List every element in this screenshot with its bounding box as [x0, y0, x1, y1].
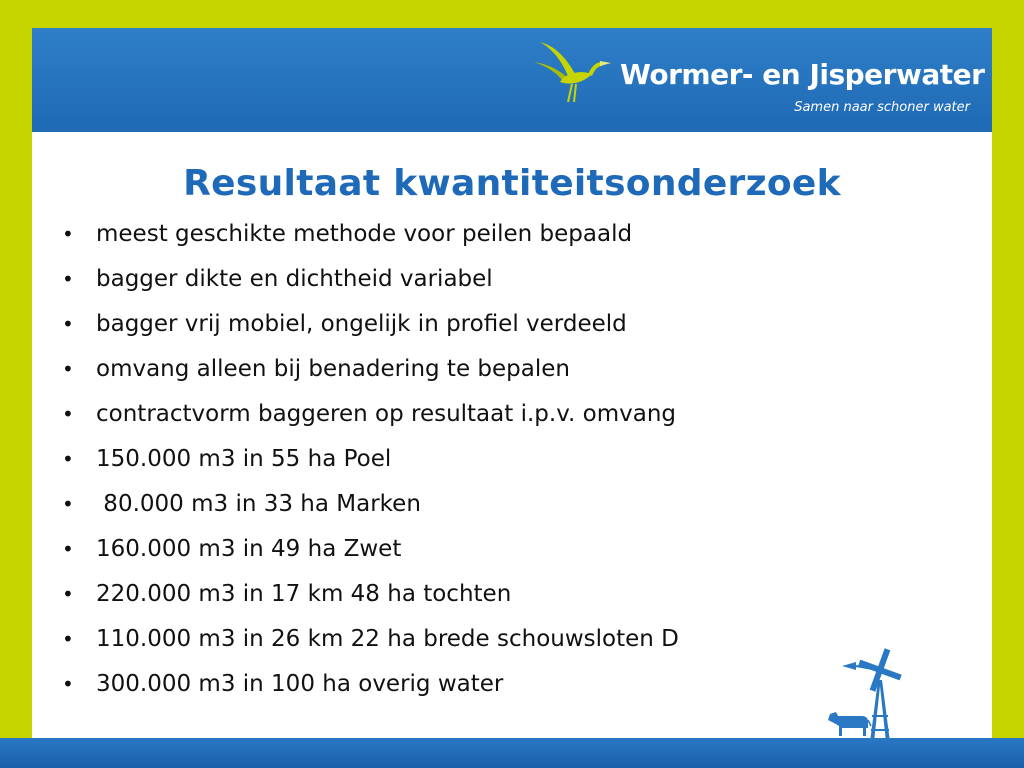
- slide-title: Resultaat kwantiteitsonderzoek: [183, 163, 841, 204]
- brand-name: Wormer- en Jisperwater: [620, 58, 985, 91]
- heron-bird-logo-icon: [532, 36, 612, 106]
- brand-tagline: Samen naar schoner water: [794, 100, 970, 115]
- bullet-item: • bagger vrij mobiel, ongelijk in profiel verdeeld: [56, 304, 679, 349]
- slide: [32, 28, 992, 740]
- bullet-item: • 220.000 m3 in 17 km 48 ha tochten: [56, 574, 679, 619]
- bullet-item: • bagger dikte en dichtheid variabel: [56, 259, 679, 304]
- cow-icon: [826, 708, 872, 738]
- bottom-water-stripe: [0, 738, 1024, 768]
- bullet-item: • omvang alleen bij benadering te bepalen: [56, 349, 679, 394]
- bullet-item: • 160.000 m3 in 49 ha Zwet: [56, 529, 679, 574]
- bullet-item: • contractvorm baggeren op resultaat i.p.v. omvang: [56, 394, 679, 439]
- bullet-item: • 150.000 m3 in 55 ha Poel: [56, 439, 679, 484]
- header-band: [32, 28, 992, 132]
- bullet-item: • 110.000 m3 in 26 km 22 ha brede schouwsloten D: [56, 619, 679, 664]
- bullet-item: • 300.000 m3 in 100 ha overig water: [56, 664, 679, 709]
- bullet-list: [56, 214, 679, 709]
- bullet-item: • meest geschikte methode voor peilen bepaald: [56, 214, 679, 259]
- bullet-item: • 80.000 m3 in 33 ha Marken: [56, 484, 679, 529]
